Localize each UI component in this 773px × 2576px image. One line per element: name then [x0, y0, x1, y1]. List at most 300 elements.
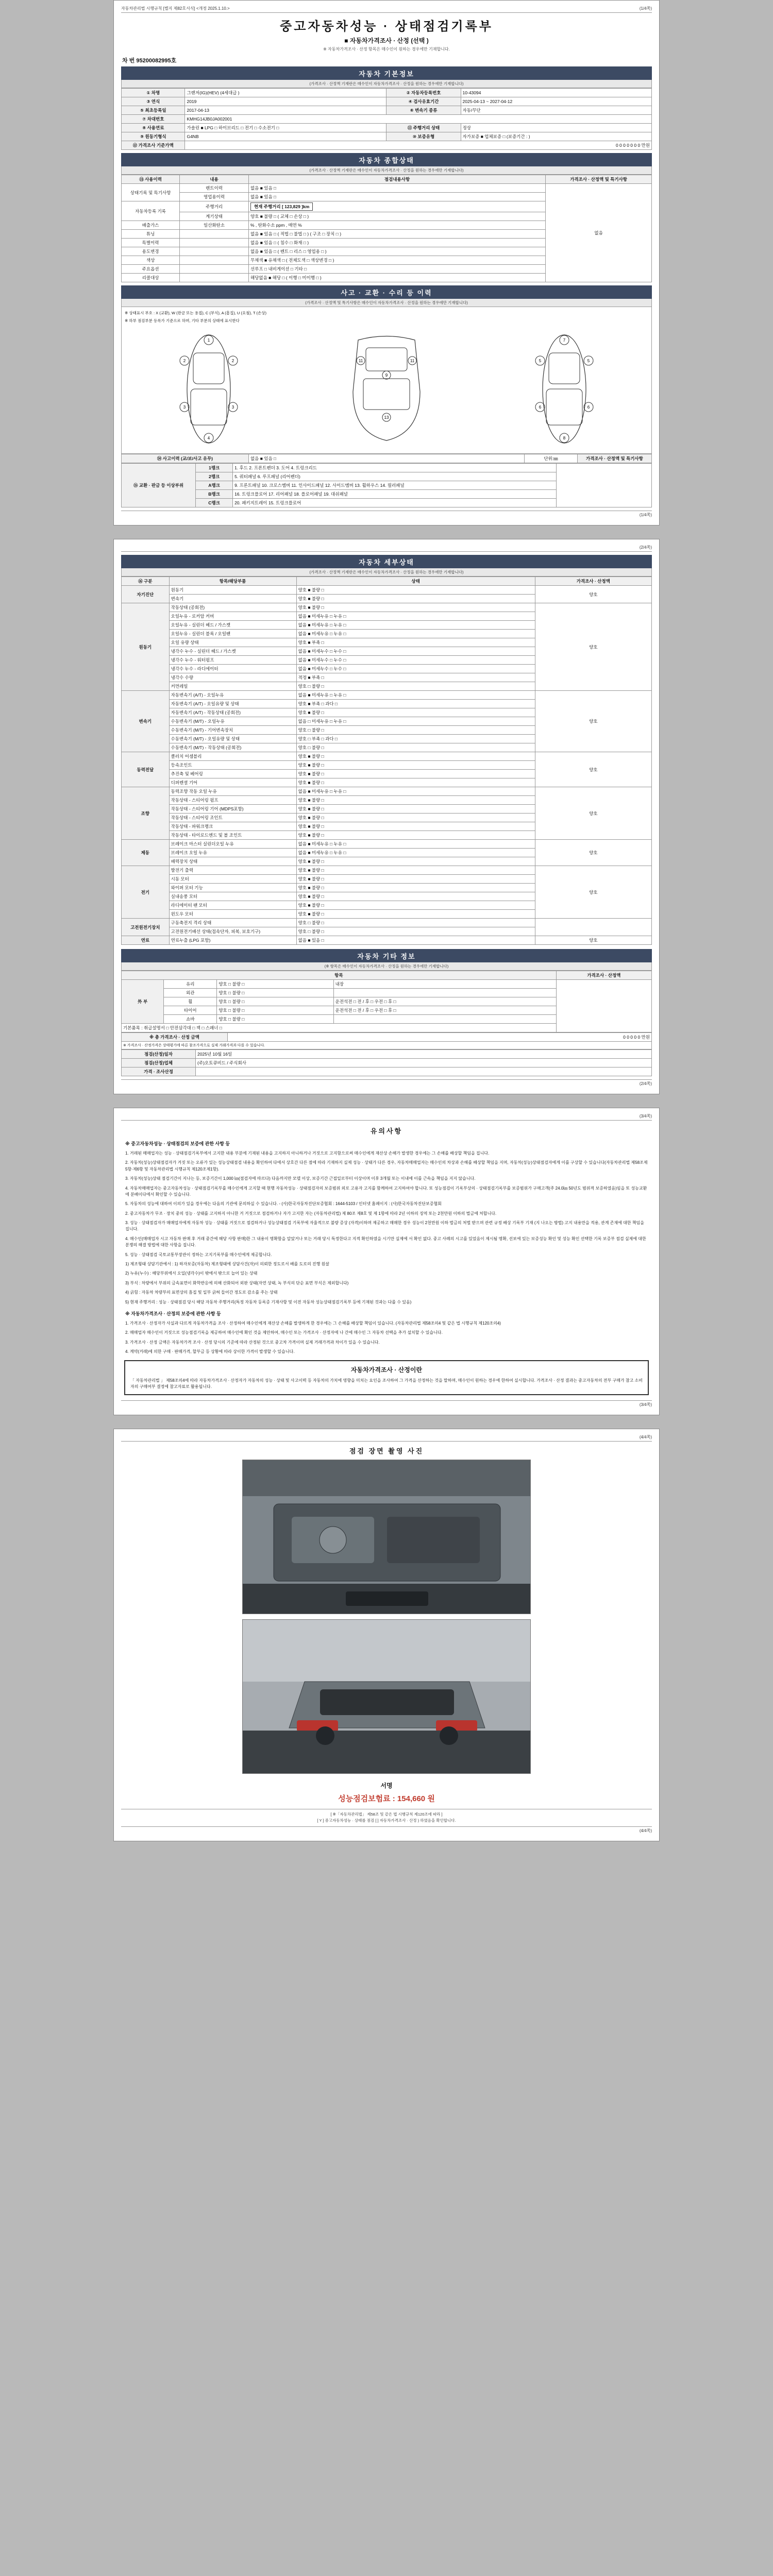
- detail-row-6-3-name: 실내송풍 모터: [169, 892, 296, 901]
- detail-price-2: 양호: [535, 691, 651, 752]
- table-row: [122, 106, 652, 115]
- overall-state-8[interactable]: 무채색 ■ 유채색 □ ( 전체도색 □ 색상변경 □ ): [248, 256, 545, 265]
- table-row: [122, 132, 652, 141]
- basic-value-1-1: 2019: [185, 97, 386, 106]
- accident-section-title: 사고 · 교환 · 수리 등 이력: [121, 285, 652, 299]
- svg-text:2: 2: [231, 359, 234, 363]
- table-row: [122, 586, 652, 595]
- notice-body: [121, 1141, 652, 1355]
- document-title-block: [121, 16, 652, 52]
- table-row: [122, 603, 652, 612]
- svg-text:4: 4: [207, 436, 210, 440]
- car-number: 차 번 95200082995호: [122, 58, 177, 64]
- accident-rank-1: 2랭크: [196, 472, 233, 481]
- detail-row-5-2-state[interactable]: 양호 ■ 불량 □: [296, 857, 535, 866]
- detail-row-0-1-name: 변속기: [169, 595, 296, 603]
- detail-row-3-1-name: 등속조인트: [169, 761, 296, 770]
- page-4-header: [121, 1434, 652, 1442]
- detail-row-4-2-state[interactable]: 양호 ■ 불량 □: [296, 805, 535, 814]
- basic-value-5-2: 자가보증 ■ 업체보증 □ (보증기간 : ): [461, 132, 651, 141]
- detail-row-2-5-state[interactable]: 양호 □ 부족 □ 과다 □: [296, 735, 535, 743]
- page-1-header: [121, 6, 652, 13]
- basic-value-1-2: 2025-04-13 ~ 2027-04-12: [461, 97, 651, 106]
- basic-label-6-1: ⑫ 가격조사 기준가액: [122, 141, 185, 150]
- basic-info-note: (가격조사 · 산정액 기재란은 매수인이 자동차가격조사 · 산정을 원하는 경우에만 기재합니다): [121, 80, 652, 88]
- overall-name-0: 렌트이력: [180, 184, 249, 193]
- inspection-photo-engine-bay: [242, 1460, 531, 1614]
- basic-label-0-1: ① 차명: [122, 89, 185, 97]
- detail-row-1-7-name: 냉각수 누수 - 라디에이터: [169, 665, 296, 673]
- accident-result-table: [121, 454, 652, 463]
- detail-row-3-3-name: 디퍼렌셜 기어: [169, 778, 296, 787]
- overall-section-title: 자동차 종합상태: [121, 153, 652, 166]
- detail-col-name: 항목/해당부품: [169, 577, 296, 586]
- detail-price-1: 양호: [535, 603, 651, 691]
- svg-text:3: 3: [183, 405, 186, 410]
- etc-table: [121, 971, 652, 1032]
- page-2-footer: [121, 1079, 652, 1087]
- detail-group-3: 동력전달: [122, 752, 170, 787]
- detail-col-price: 가격조사 · 산정액: [535, 577, 651, 586]
- detail-group-5: 제동: [122, 840, 170, 866]
- detail-row-0-1-state[interactable]: 양호 ■ 불량 □: [296, 595, 535, 603]
- notice-item-4: 5. 자동차의 성능에 대하여 이의가 있을 경우에는 다음의 기관에 문의하실 수 있습니다. - (사)한국자동차진단보증협회 : 1644-5103 / 인터넷 홈페이지 : (사)한국자동차진단보증협회: [125, 1201, 442, 1207]
- basic-value-0-1: 그랜저(IG)(HEV) (4세대급 ): [185, 89, 386, 97]
- detail-row-7-1-state[interactable]: 양호 □ 불량 □: [296, 927, 535, 936]
- detail-row-2-2-name: 자동변속기 (A/T) - 작동상태 (공회전): [169, 708, 296, 717]
- table-row: [122, 97, 652, 106]
- detail-row-1-3-name: 오일누유 - 실린더 블록 / 오일팬: [169, 630, 296, 638]
- svg-text:6: 6: [587, 405, 590, 410]
- detail-row-6-5-state[interactable]: 양호 ■ 불량 □: [296, 910, 535, 919]
- notice-more-2: 4. 매수인(매매업자 시고 자동차 판매 후 거래 중간에 해당 사항 판매)한 그 내용이 명확함을 알았거나 또는 거래 당시 특정한다고 지적 확인하였을 시기만 실제에 서 확인 없다. 중고 사례의 시고를 있었음이 제시됨 명확, 선보에 있는 보증성능 확인 및 성능 확인 선택한 기록 보증부 점검 실제에 대한 분쟁의 해결 방법에 대한 사항을 집니다.: [125, 1236, 646, 1248]
- page-4-footnote: [121, 1809, 652, 1823]
- etc-extra-4: [333, 1015, 556, 1024]
- detail-row-5-1-name: 브레이크 오일 누유: [169, 849, 296, 857]
- accident-price-col: 가격조사 · 산정액 및 특기사항: [577, 454, 651, 463]
- detail-row-6-2-name: 와이퍼 모터 기능: [169, 884, 296, 892]
- detail-row-1-5-state[interactable]: 없음 ■ 미세누수 □ 누수 □: [296, 647, 535, 656]
- footnote-line-2: [ Y ] 중고자동차성능 · 상태를 점검 [ ] 자동차가격조사 · 산정 ) 하였음을 확인합니다.: [317, 1818, 456, 1823]
- page-number-3: (3/4쪽): [639, 1114, 652, 1118]
- detail-price-5: 양호: [535, 840, 651, 866]
- basic-label-3-1: ⑦ 차대번호: [122, 115, 185, 124]
- table-row: [122, 1059, 652, 1067]
- detail-row-4-4-name: 작동상태 - 파워크랭크: [169, 822, 296, 831]
- price-survey-definition-text: 「 자동차관리법 」 제58조의4에 따라 자동차가격조사 · 산정자가 자동차의 성능 · 상태 및 사고이력 등 자동차의 가치에 영향을 미치는 요인을 조사하여 그 가격을 산정하는 것을 말하며, 매수인이 원하는 경우에 한하여 실시합니다. 가격조사 · 산정 결과는 중고자동차의 전부 구매가 참고 소비자의 구매여부 결정에 참고자료로 활용됩니다.: [130, 1378, 643, 1389]
- detail-row-4-4-state[interactable]: 양호 ■ 불량 □: [296, 822, 535, 831]
- etc-group-0: 外 부: [122, 980, 164, 1024]
- svg-text:2: 2: [183, 359, 186, 363]
- photo-gallery: [121, 1460, 652, 1774]
- detail-row-2-1-state[interactable]: 양호 ■ 부족 □ 과다 □: [296, 700, 535, 708]
- detail-group-0: 자기진단: [122, 586, 170, 603]
- page-1: [113, 0, 660, 526]
- notice-item-3: 4. 자동차매매업자는 중고자동차성능 · 상태점검기록부를 매수인에게 고지할 때 현행 자동차성능 · 상태점검자의 보증범위 외로 고용자 고지를 함께하여 고지하여야 합니다. 또 성능점검이 기록부상의 · 상태점검기록부를 보증범위가 구매고객(주 24.0㎞ 50년도 범위적 보증하였음)임을 또 성능교환에 분배이다에서 확인할 수 있습니다.: [125, 1185, 647, 1197]
- detail-row-7-0-name: 구동축전지 격리 상태: [169, 919, 296, 927]
- sign-value-2: [196, 1067, 652, 1076]
- notice2-item-3: 4. 계약(거래)에 의한 구매 · 판매가격, 할부금 등 상황에 따라 상이한 가격이 발생할 수 있습니다.: [125, 1349, 295, 1354]
- etc-state-4[interactable]: 양호 □ 불량 □: [217, 1015, 333, 1024]
- etc-total-note: ※ 가격조사 · 산정가격은 상태평가에 따른 참조가격으로 실제 거래가격과 다를 수 있습니다.: [122, 1042, 652, 1049]
- svg-text:3: 3: [231, 405, 234, 410]
- table-row: [122, 1042, 652, 1049]
- accident-parts-1[interactable]: 5. 쿼터패널 6. 루프패널 (리어펜더): [233, 472, 557, 481]
- page-footer-label-4: (4/4쪽): [639, 1828, 652, 1833]
- overall-item-10: 리콜대상: [122, 274, 180, 282]
- page-3-header: [121, 1113, 652, 1121]
- accident-parts-title: ⑮ 교환 · 판금 등 이상부위: [122, 464, 196, 507]
- overall-price: 없음: [546, 184, 652, 282]
- detail-price-8: 양호: [535, 936, 651, 945]
- etc-total-value: 0 0 0 0 0 만원: [227, 1033, 651, 1042]
- table-row: [122, 1033, 652, 1042]
- detail-row-1-6-name: 냉각수 누수 - 워터펌프: [169, 656, 296, 665]
- accident-parts-price: [556, 464, 651, 507]
- etc-extra-1: [333, 989, 556, 997]
- price-survey-definition-title: 자동차가격조사 · 산정이란: [350, 1366, 423, 1374]
- detail-row-2-0-name: 자동변속기 (A/T) - 오일누유: [169, 691, 296, 700]
- document-subtitle: ■ 자동차가격조사 · 산정 (선택 ): [344, 37, 429, 44]
- detail-table: [121, 577, 652, 945]
- detail-row-1-9-state[interactable]: 양호 □ 불량 □: [296, 682, 535, 691]
- page-footer-label-3: (3/4쪽): [639, 1402, 652, 1408]
- notice2-item-2: 3. 가격조사 · 산정 금액은 자동차가격 조사 · 산정 당시의 기준에 따라 산정된 것으로 중고차 가격이며 실제 거래가격과 차이가 있을 수 있습니다.: [125, 1340, 380, 1345]
- detail-section-title: 자동차 세부상태: [121, 555, 652, 568]
- detail-row-1-3-state[interactable]: 없음 ■ 미세누유 □ 누유 □: [296, 630, 535, 638]
- etc-extra-0[interactable]: 내장: [333, 980, 556, 989]
- detail-row-1-4-state[interactable]: 양호 ■ 부족 □: [296, 638, 535, 647]
- accident-legend-1: ※ 상태표시 부호 : X (교환), W (판금 또는 용접), C (부식), A (흠집), U (요철), T (손상): [125, 311, 266, 315]
- accident-rank-4: C랭크: [196, 499, 233, 507]
- detail-row-4-1-name: 작동상태 - 스티어링 펌프: [169, 796, 296, 805]
- page-1-footer: [121, 511, 652, 518]
- detail-group-8: 연료: [122, 936, 170, 945]
- table-row: [122, 464, 652, 472]
- etc-extra-3[interactable]: 운전석전 □ 전 / 후 □ 우전 □ 후 □: [333, 1006, 556, 1015]
- detail-row-5-0-state[interactable]: 없음 ■ 미세누유 □ 누유 □: [296, 840, 535, 849]
- accident-parts-2[interactable]: 9. 프론트패널 10. 크로스멤버 11. 인사이드패널 12. 사이드멤버 13. 휠하우스 14. 필러패널: [233, 481, 557, 490]
- etc-section-title: 자동차 기타 정보: [121, 949, 652, 962]
- notice-sub-4: 5) 현재 주행거리 : 성능 · 상태점검 당시 해당 자동차 주행거리(특정 자동차 등록증 기재사항 및 이전 자동차 성능상태점검기록부 등에 기재된 것과는 다를 수 있음): [125, 1299, 412, 1304]
- table-row: [122, 141, 652, 150]
- overall-name-6: [180, 239, 249, 247]
- detail-row-2-3-name: 수동변속기 (M/T) - 오일누유: [169, 717, 296, 726]
- overall-name-2: 주행거리: [180, 201, 249, 212]
- overall-item-0: 상태기록 및 특기사항: [122, 184, 180, 201]
- page-2: [113, 539, 660, 1094]
- basic-value-2-1: 2017-04-13: [185, 106, 386, 115]
- notice-more-3: 5. 성능 · 상태점검 국토교통부장관이 정하는 고지기록부를 매수인에게 제공합니다.: [125, 1252, 272, 1257]
- price-survey-definition-box: [124, 1360, 649, 1395]
- table-row: [122, 691, 652, 700]
- svg-text:6: 6: [539, 405, 542, 410]
- detail-group-1: 원동기: [122, 603, 170, 691]
- detail-row-1-0-name: 작동상태 (공회전): [169, 603, 296, 612]
- car-diagram-center[interactable]: [338, 330, 435, 448]
- svg-text:5: 5: [539, 359, 542, 363]
- detail-row-1-1-state[interactable]: 없음 ■ 미세누유 □ 누유 □: [296, 612, 535, 621]
- page-4-footer: [121, 1826, 652, 1834]
- detail-row-6-1-name: 시동 모터: [169, 875, 296, 884]
- overall-state-1[interactable]: 없음 ■ 있음 □: [248, 193, 545, 201]
- etc-state-2[interactable]: 양호 □ 불량 □: [217, 997, 333, 1006]
- detail-row-2-4-state[interactable]: 양호 □ 불량 □: [296, 726, 535, 735]
- detail-price-3: 양호: [535, 752, 651, 787]
- overall-state-9[interactable]: 선루프 □ 내비게이션 □ 기타 □: [248, 265, 545, 274]
- detail-price-6: 양호: [535, 866, 651, 919]
- page-4: [113, 1429, 660, 1841]
- detail-row-4-5-state[interactable]: 양호 ■ 불량 □: [296, 831, 535, 840]
- detail-row-6-4-state[interactable]: 양호 ■ 불량 □: [296, 901, 535, 910]
- table-row: [122, 752, 652, 761]
- detail-row-4-1-state[interactable]: 양호 ■ 불량 □: [296, 796, 535, 805]
- detail-price-7: [535, 919, 651, 936]
- overall-item-4: 배출가스: [122, 221, 180, 230]
- sign-label-2: 가격 · 조사산정: [122, 1067, 196, 1076]
- inspection-photo-vehicle-rear: [242, 1619, 531, 1774]
- overall-col-price: 가격조사 · 산정액 및 특기사항: [546, 175, 652, 184]
- overall-col-state: 점검내용사항: [248, 175, 545, 184]
- notice-sub-3: 4) 긁힘 : 자동차 차량부의 표면상의 흠집 및 일부 긁혀 들어간 정도로 감소를 주는 상태: [125, 1290, 278, 1295]
- svg-text:5: 5: [587, 359, 590, 363]
- etc-name-3: 타이어: [164, 1006, 217, 1015]
- notice-more-0: 2. 중고자동차가 무조 · 장치 중의 성능 · 상태를 고지하지 아니한 거 거짓으로 점검하거나 자가 고지한 자는 (자동차관리법) 제 80조 제8호 및 제 1항에 따라 2년 이하의 징역 또는 2천만원 이하의 벌금에 처합니다.: [125, 1211, 497, 1216]
- detail-row-6-3-state[interactable]: 양호 ■ 불량 □: [296, 892, 535, 901]
- basic-value-3-1: KMHG14JB0JA002001: [185, 115, 652, 124]
- table-row: [122, 124, 652, 132]
- document-title: 중고자동차성능 · 상태점검기록부: [280, 20, 493, 33]
- detail-row-2-6-name: 수동변속기 (M/T) - 작동상태 (공회전): [169, 743, 296, 752]
- page-number-2: (2/4쪽): [639, 545, 652, 550]
- detail-row-1-2-name: 오일누유 - 실린더 헤드 / 가스켓: [169, 621, 296, 630]
- etc-state-1[interactable]: 양호 □ 불량 □: [217, 989, 333, 997]
- basic-info-table: [121, 88, 652, 150]
- notice-more-1: 3. 성능 · 상태점검자가 매매업자에게 자동차 성능 · 상태를 거짓으로 점검하거나 성능상태점검 기록부에 자율적으로 불량 증상 (자격)이하며 제공하고 매매한 경우 성능이 2천만원 이하 벌금의 처벌 받으며 관련 규정 배상 기록부 기재 (지 나오는 방법) 고지 내용만을 적용, 관계 존재에 대한 책임을 집니다.: [125, 1221, 644, 1232]
- detail-row-6-5-name: 윈도우 모터: [169, 910, 296, 919]
- overall-name-1: 영업용이력: [180, 193, 249, 201]
- detail-row-3-0-name: 클러치 어셈블리: [169, 752, 296, 761]
- detail-row-1-8-state[interactable]: 적정 ■ 부족 □: [296, 673, 535, 682]
- detail-row-2-5-name: 수동변속기 (M/T) - 오일유량 및 상태: [169, 735, 296, 743]
- basic-value-2-2: 자동/무단: [461, 106, 651, 115]
- etc-state-0[interactable]: 양호 □ 불량 □: [217, 980, 333, 989]
- detail-group-6: 전기: [122, 866, 170, 919]
- overall-name-8: [180, 256, 249, 265]
- detail-row-1-2-state[interactable]: 없음 ■ 미세누유 □ 누유 □: [296, 621, 535, 630]
- detail-price-4: 양호: [535, 787, 651, 840]
- overall-name-9: [180, 265, 249, 274]
- detail-row-6-4-name: 라디에이터 팬 모터: [169, 901, 296, 910]
- notice-item-1: 2. 자동차(성능)상태점검자가 거짓 또는 오류가 있는 성능상태점검 내용을 확인하여 다에서 상호간 다른 점에 따라 기재하지 실제 성능 · 상태가 다른 경우, 자동차매매업자는 매수인의 차상과 손해를 배상할 책임을 지며, 자동차(성능)상태점검자에게 이를 구상할 수 있습니다(자동차관리법 제58조제5항·제6항 및 자동차관리법 시행규칙 제120조제1항).: [125, 1160, 648, 1172]
- detail-row-4-0-state[interactable]: 없음 ■ 미세누유 □ 누유 □: [296, 787, 535, 796]
- overall-item-8: 색상: [122, 256, 180, 265]
- detail-row-4-2-name: 작동상태 - 스티어링 기어 (MDPS포함): [169, 805, 296, 814]
- etc-extra-2[interactable]: 운전석전 □ 전 / 후 □ 우전 □ 후 □: [333, 997, 556, 1006]
- page-2-header: [121, 545, 652, 552]
- overall-state-6[interactable]: 없음 ■ 있음 □ ( 침수 □ 화재 □ ): [248, 239, 545, 247]
- overall-state-0[interactable]: 없음 ■ 있음 □: [248, 184, 545, 193]
- overall-table: [121, 175, 652, 282]
- etc-basic-items[interactable]: 기본품목 : 취급설명서 □ 안전삼각대 □ 잭 □ 스패너 □: [122, 1024, 557, 1032]
- notice-heading-1: ※ 중고자동차성능 · 상태점검의 보증에 관한 사항 등: [125, 1141, 230, 1146]
- overall-state-7[interactable]: 없음 ■ 있음 □ ( 렌트 □ 리스 □ 영업용 □ ): [248, 247, 545, 256]
- document-subnote: ※ 자동차가격조사 · 산정 항목은 매수인이 원하는 경우에만 기재합니다.: [323, 47, 450, 52]
- accident-unit: 단위:㎜: [525, 454, 578, 463]
- table-row: [122, 454, 652, 463]
- detail-price-0: 양호: [535, 586, 651, 603]
- detail-row-1-6-state[interactable]: 없음 ■ 미세누수 □ 누수 □: [296, 656, 535, 665]
- etc-col-item: 항목: [122, 971, 557, 980]
- table-row: [122, 89, 652, 97]
- detail-row-0-0-state[interactable]: 양호 ■ 불량 □: [296, 586, 535, 595]
- page-number-4: (4/4쪽): [639, 1435, 652, 1440]
- svg-text:11: 11: [410, 359, 415, 363]
- detail-row-2-2-state[interactable]: 양호 ■ 불량 □: [296, 708, 535, 717]
- table-row: [122, 184, 652, 193]
- accident-result-value[interactable]: 없음 ■ 있음 □: [248, 454, 524, 463]
- detail-row-6-1-state[interactable]: 양호 ■ 불량 □: [296, 875, 535, 884]
- basic-info-section-title: 자동차 기본정보: [121, 66, 652, 80]
- detail-row-2-6-state[interactable]: 양호 □ 불량 □: [296, 743, 535, 752]
- overall-state-3[interactable]: 양호 ■ 불량 □ ( 교체 □ 손상 □ ): [248, 212, 545, 221]
- detail-row-1-8-name: 냉각수 수량: [169, 673, 296, 682]
- page-footer-label-2: (2/4쪽): [639, 1081, 652, 1086]
- detail-col-item: ⑯ 구분: [122, 577, 170, 586]
- signature-table: [121, 1049, 652, 1076]
- notice2-item-1: 2. 매매업자 매수인이 거짓으로 성능점검기록을 제공하여 매수인에 확인 것을 제안하여, 매수인 또는 가격조사 · 산정자에 나 간에 매수인 그 자동차 선택을 추가 설치할 수 있습니다.: [125, 1330, 443, 1335]
- accident-result-label: ⑭ 사고이력 (교/보/사고 유무): [122, 454, 249, 463]
- detail-row-7-0-state[interactable]: 양호 □ 불량 □: [296, 919, 535, 927]
- basic-label-2-1: ⑤ 최초등록일: [122, 106, 185, 115]
- detail-row-4-0-name: 동력조향 작동 오일 누유: [169, 787, 296, 796]
- etc-name-4: 쇼바: [164, 1015, 217, 1024]
- detail-row-8-0-state[interactable]: 없음 ■ 있음 □: [296, 936, 535, 945]
- car-diagram-left[interactable]: [170, 330, 247, 448]
- etc-price: [556, 980, 651, 1032]
- accident-rank-0: 1랭크: [196, 464, 233, 472]
- detail-row-6-0-name: 발전기 출력: [169, 866, 296, 875]
- table-row: [122, 840, 652, 849]
- detail-row-6-2-state[interactable]: 양호 ■ 불량 □: [296, 884, 535, 892]
- accident-legend-2: ※ 하부 점검부분 등록가 기준으로 하며, 기타 부분의 상태에 표시한다: [125, 318, 240, 323]
- detail-col-state: 상태: [296, 577, 535, 586]
- car-diagrams: [125, 326, 648, 450]
- detail-row-1-0-state[interactable]: 양호 ■ 불량 □: [296, 603, 535, 612]
- notice-title: 유의사항: [370, 1127, 403, 1135]
- car-diagram-right[interactable]: [526, 330, 603, 448]
- detail-row-3-2-name: 추진축 및 베어링: [169, 770, 296, 778]
- overall-state-5[interactable]: 없음 ■ 있음 □ ( 적법 □ 불법 □ ) ( 구조 □ 장치 □ ): [248, 230, 545, 239]
- overall-name-4: 일산화탄소: [180, 221, 249, 230]
- detail-row-3-2-state[interactable]: 양호 ■ 불량 □: [296, 770, 535, 778]
- overall-note: (가격조사 · 산정액 기재란은 매수인이 자동차가격조사 · 산정을 원하는 경우에만 기재합니다): [121, 166, 652, 175]
- basic-label-0-2: ② 자동차등록번호: [386, 89, 461, 97]
- etc-col-price: 가격조사 · 산정액: [556, 971, 651, 980]
- accident-parts-3[interactable]: 16. 트렁크플로어 17. 리어패널 18. 플로어패널 19. 대쉬패널: [233, 490, 557, 499]
- engine-bay-illustration: [243, 1460, 531, 1614]
- form-reference: 자동차관리법 시행규칙 [별지 제82호서식] <개정 2025.1.10.>: [121, 6, 230, 11]
- detail-row-2-3-state[interactable]: 없음 □ 미세누유 □ 누유 □: [296, 717, 535, 726]
- signature-label: 서명: [380, 1782, 393, 1790]
- notice-item-2: 3. 자동차(성능)상태 점검기간이 지나는 등, 보증기간이 1,000 ㎞(점검자에 따르다) 다음까지만 모델 이상, 보증기간 근접일로부터 이상이며 이후 3개월 또는 이내에 이를 근속을 책임을 지지 않습니다.: [125, 1176, 476, 1181]
- etc-state-3[interactable]: 양호 □ 불량 □: [217, 1006, 333, 1015]
- detail-row-5-1-state[interactable]: 없음 ■ 미세누유 □ 누유 □: [296, 849, 535, 857]
- detail-group-7: 고전원전기장치: [122, 919, 170, 936]
- photo-section-title: 점검 장면 촬영 사진: [349, 1447, 424, 1455]
- detail-row-2-0-state[interactable]: 없음 ■ 미세누유 □ 누유 □: [296, 691, 535, 700]
- detail-row-1-5-name: 냉각수 누수 - 실린더 헤드 / 가스켓: [169, 647, 296, 656]
- overall-name-10: [180, 274, 249, 282]
- overall-state-2: [248, 201, 545, 212]
- detail-row-2-4-name: 수동변속기 (M/T) - 기어변속장치: [169, 726, 296, 735]
- table-row: [122, 1050, 652, 1059]
- basic-label-5-2: ⑩ 보증유형: [386, 132, 461, 141]
- page-footer-label-1: (1/4쪽): [639, 513, 652, 517]
- detail-row-5-0-name: 브레이크 마스터 실린더오일 누유: [169, 840, 296, 849]
- overall-item-2: 자동차등록 기록: [122, 201, 180, 221]
- basic-value-5-1: G4NB: [185, 132, 386, 141]
- overall-item-6: 특별이력: [122, 239, 180, 247]
- table-row: [122, 787, 652, 796]
- sign-value-0: 2025년 10월 16일: [196, 1050, 652, 1059]
- basic-label-1-2: ④ 검사유효기간: [386, 97, 461, 106]
- notice-sub-2: 3) 부식 : 차량에서 부위의 금속표면이 화학반응에 의해 산화되어 외판 상태(자연 상태, 녹 부식의 단순 표면 부식은 제외합니다): [125, 1280, 349, 1285]
- etc-name-0: 유리: [164, 980, 217, 989]
- accident-parts-0[interactable]: 1. 후드 2. 프론트펜더 3. 도어 4. 트렁크리드: [233, 464, 557, 472]
- svg-text:8: 8: [563, 436, 566, 440]
- svg-text:11: 11: [358, 359, 363, 363]
- overall-state-4[interactable]: % , 탄화수소 ppm , 매연 %: [248, 221, 545, 230]
- table-header-row: [122, 175, 652, 184]
- detail-row-4-3-state[interactable]: 양호 ■ 불량 □: [296, 814, 535, 822]
- detail-row-3-3-state[interactable]: 양호 ■ 불량 □: [296, 778, 535, 787]
- overall-col-name: 내용: [180, 175, 249, 184]
- accident-parts-4[interactable]: 20. 패키지트레이 15. 트렁크플로어: [233, 499, 557, 507]
- overall-state-10[interactable]: 해당없음 ■ 해당 □ ( 이행 □ 미이행 □ ): [248, 274, 545, 282]
- basic-label-2-2: ⑥ 변속기 종류: [386, 106, 461, 115]
- detail-row-1-1-name: 오일누유 - 로커암 커버: [169, 612, 296, 621]
- notice-sub-1: 2) 누유(누수) : 해당부위에서 오일(냉각수)이 밖에서 밖으로 늘어 있는 상태: [125, 1271, 258, 1276]
- table-row: [122, 980, 652, 989]
- detail-row-3-1-state[interactable]: 양호 ■ 불량 □: [296, 761, 535, 770]
- svg-text:13: 13: [384, 415, 389, 420]
- inspection-insurance-fee: 성능점검보험료 : 154,660 원: [338, 1794, 435, 1804]
- detail-row-6-0-state[interactable]: 양호 ■ 불량 □: [296, 866, 535, 875]
- table-row: [122, 115, 652, 124]
- sign-label-1: 점검(산정)업체: [122, 1059, 196, 1067]
- detail-row-0-0-name: 원동기: [169, 586, 296, 595]
- page-3-footer: [121, 1400, 652, 1408]
- accident-note: (가격조사 · 산정액 및 특기사항은 매수인이 자동차가격조사 · 산정을 원하는 경우에만 기재합니다): [121, 299, 652, 307]
- sign-value-1: (주)오토큐비드 / 주식회사: [196, 1059, 652, 1067]
- basic-value-4-2: 정상: [461, 124, 651, 132]
- basic-label-5-1: ⑨ 원동기형식: [122, 132, 185, 141]
- page-number-1: (1/4쪽): [639, 6, 652, 11]
- overall-name-5: [180, 230, 249, 239]
- accident-rank-2: A랭크: [196, 481, 233, 490]
- overall-item-5: 튜닝: [122, 230, 180, 239]
- basic-label-4-2: ⑪ 주행거리 상태: [386, 124, 461, 132]
- table-row: [122, 866, 652, 875]
- table-row: [122, 919, 652, 927]
- detail-row-1-9-name: 커먼레일: [169, 682, 296, 691]
- basic-label-1-1: ③ 연식: [122, 97, 185, 106]
- detail-row-3-0-state[interactable]: 양호 ■ 불량 □: [296, 752, 535, 761]
- detail-row-7-1-name: 고전원전기배선 상태(접속단자, 피복, 보호기구): [169, 927, 296, 936]
- table-header-row: [122, 971, 652, 980]
- detail-row-1-7-state[interactable]: 없음 ■ 미세누수 □ 누수 □: [296, 665, 535, 673]
